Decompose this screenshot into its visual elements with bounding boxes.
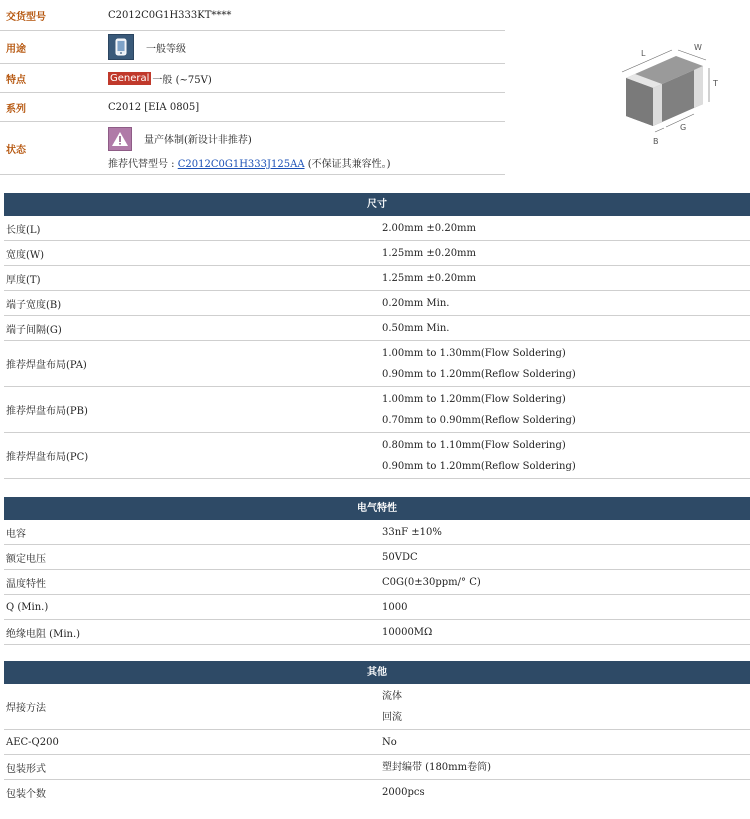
summary-label: 状态 bbox=[0, 122, 105, 174]
table-row bbox=[4, 387, 750, 433]
row-label: 推荐焊盘布局(PC) bbox=[6, 452, 89, 463]
row-value: 50VDC bbox=[382, 551, 418, 563]
row-value: 2000pcs bbox=[382, 786, 425, 798]
row-value: 0.80mm to 1.10mm(Flow Soldering) bbox=[382, 439, 566, 451]
dimension-label-g: G bbox=[680, 123, 687, 132]
row-label: 长度(L) bbox=[6, 224, 41, 236]
general-badge: General bbox=[110, 72, 150, 84]
dimension-label-b: B bbox=[653, 137, 659, 146]
row-label: 宽度(W) bbox=[6, 249, 45, 261]
table-row bbox=[4, 316, 750, 341]
row-value: 1.25mm ±0.20mm bbox=[382, 247, 477, 259]
summary-row-series bbox=[0, 93, 505, 122]
row-value: No bbox=[382, 736, 397, 748]
warning-icon bbox=[108, 127, 132, 151]
recommend-prefix: 推荐代替型号 : bbox=[108, 158, 178, 170]
row-label: 焊接方法 bbox=[6, 703, 46, 714]
summary-row-status bbox=[0, 122, 505, 175]
recommended-part-link[interactable]: C2012C0G1H333J125AA bbox=[177, 158, 305, 170]
series-value: C2012 [EIA 0805] bbox=[108, 101, 200, 113]
row-value: 33nF ±10% bbox=[382, 526, 442, 538]
row-value: C0G(0±30ppm/° C) bbox=[382, 576, 481, 588]
row-label: 厚度(T) bbox=[6, 274, 41, 286]
row-value: 0.20mm Min. bbox=[382, 297, 450, 309]
application-value: 一般等级 bbox=[146, 43, 186, 55]
row-value: 流体 bbox=[382, 690, 402, 702]
row-value: 1.00mm to 1.30mm(Flow Soldering) bbox=[382, 347, 566, 359]
dimension-label-t: T bbox=[713, 79, 718, 88]
table-row bbox=[4, 241, 750, 266]
product-summary bbox=[0, 0, 505, 175]
table-row bbox=[4, 433, 750, 479]
row-label: 推荐焊盘布局(PA) bbox=[6, 360, 87, 371]
row-value: 回流 bbox=[382, 711, 402, 723]
section-title: 尺寸 bbox=[4, 193, 750, 216]
table-row bbox=[4, 595, 750, 620]
row-value: 1.00mm to 1.20mm(Flow Soldering) bbox=[382, 393, 566, 405]
row-value: 0.90mm to 1.20mm(Reflow Soldering) bbox=[382, 460, 576, 472]
table-row bbox=[4, 216, 750, 241]
row-label: 包装个数 bbox=[6, 788, 46, 800]
row-value: 0.90mm to 1.20mm(Reflow Soldering) bbox=[382, 368, 576, 380]
section-title: 电气特性 bbox=[4, 497, 750, 520]
table-row bbox=[4, 291, 750, 316]
summary-label: 交货型号 bbox=[0, 0, 105, 30]
table-row bbox=[4, 341, 750, 387]
section-title: 其他 bbox=[4, 661, 750, 684]
row-value: 1.25mm ±0.20mm bbox=[382, 272, 477, 284]
table-row bbox=[4, 780, 750, 804]
row-label: 温度特性 bbox=[6, 578, 46, 590]
table-row bbox=[4, 520, 750, 545]
dimension-label-l: L bbox=[641, 49, 646, 58]
row-label: 绝缘电阻 (Min.) bbox=[6, 628, 81, 640]
summary-label: 系列 bbox=[0, 93, 105, 121]
electrical-section bbox=[4, 497, 750, 645]
smartphone-icon bbox=[108, 34, 134, 60]
summary-row-application bbox=[0, 31, 505, 64]
status-value: 量产体制(新设计非推荐) bbox=[144, 135, 252, 146]
summary-label: 用途 bbox=[0, 31, 105, 63]
table-row bbox=[4, 266, 750, 291]
table-row bbox=[4, 620, 750, 645]
row-label: 推荐焊盘布局(PB) bbox=[6, 406, 88, 417]
table-row bbox=[4, 684, 750, 730]
row-label: Q (Min.) bbox=[6, 601, 49, 613]
row-value: 2.00mm ±0.20mm bbox=[382, 222, 477, 234]
dimension-label-w: W bbox=[694, 43, 702, 52]
part-number-value: C2012C0G1H333KT**** bbox=[108, 9, 232, 21]
row-value: 0.70mm to 0.90mm(Reflow Soldering) bbox=[382, 414, 576, 426]
other-section bbox=[4, 661, 750, 804]
recommend-suffix: (不保证其兼容性。) bbox=[304, 158, 391, 170]
row-label: 包装形式 bbox=[6, 763, 46, 775]
table-row bbox=[4, 570, 750, 595]
row-value: 1000 bbox=[382, 601, 408, 613]
table-row bbox=[4, 545, 750, 570]
row-value: 塑封编带 (180mm卷筒) bbox=[382, 761, 492, 773]
row-value: 0.50mm Min. bbox=[382, 322, 450, 334]
table-row bbox=[4, 755, 750, 780]
chip-dimension-diagram bbox=[608, 36, 728, 146]
feature-value: 一般 (~75V) bbox=[152, 74, 212, 86]
table-row bbox=[4, 730, 750, 755]
row-label: 端子宽度(B) bbox=[6, 299, 62, 311]
summary-label: 特点 bbox=[0, 64, 105, 92]
summary-row-feature bbox=[0, 64, 505, 93]
row-label: 电容 bbox=[6, 528, 26, 540]
dimensions-section bbox=[4, 193, 750, 479]
row-label: 端子间隔(G) bbox=[6, 324, 62, 336]
summary-row-part-number bbox=[0, 0, 505, 31]
row-value: 10000MΩ bbox=[382, 626, 433, 638]
row-label: 额定电压 bbox=[6, 553, 46, 565]
row-label: AEC-Q200 bbox=[6, 736, 59, 748]
